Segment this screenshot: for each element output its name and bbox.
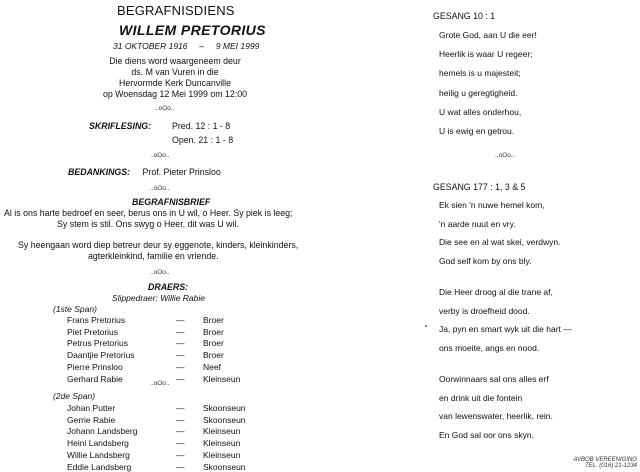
bearer-name: Heini Landsberg (67, 438, 129, 449)
begrafnisbrief-heading (132, 197, 210, 207)
separator: ..oOo.. (150, 152, 170, 159)
hymn-line: Die see en al wat skei, verdwyn. (439, 237, 561, 248)
life-dates: 31 OKTOBER 1916 – 9 MEI 1999 (113, 41, 260, 51)
bearer-dash: — (176, 373, 185, 384)
bearer-dash: — (176, 461, 185, 472)
hymn-line: En God sal oor ons skyn. (439, 429, 534, 440)
bedankings-text: Prof. Pieter Prinsloo (142, 167, 221, 177)
bearer-relation: Broer (203, 338, 224, 349)
bearer-name: Eddie Landsberg (67, 461, 132, 472)
bearer-name: Petrus Pretorius (67, 338, 128, 349)
service-line: Die diens word waargeneem deur (109, 56, 241, 66)
separator: ..oOo.. (155, 105, 175, 112)
begrafnisbrief-line: Al is ons harte bedroef en seer, berus ons in U wil, o Heer. Sy piek is leeg; (4, 208, 293, 218)
skriflesing-label (89, 121, 151, 131)
draers-label: DRAERS: (148, 282, 189, 292)
service-info (25, 56, 325, 100)
bearer-relation: Skoonseun (203, 461, 246, 472)
hymn-line: Heerlik is waar U regeer; (439, 49, 533, 60)
hymn-line: verby is droefheid dood. (439, 305, 530, 316)
bearer-dash: — (176, 350, 185, 361)
bearer-name: Pierre Prinsloo (67, 361, 123, 372)
separator: ..oOo.. (150, 380, 170, 387)
service-line: op Woensdag 12 Mei 1999 om 12:00 (102, 89, 248, 99)
skriflesing-item: Open. 21 : 1 - 8 (172, 135, 234, 145)
bearer-name: Frans Pretorius (67, 315, 126, 325)
family-line: agterkleinkind, familie en vriende. (88, 251, 219, 261)
bearer-name: Gerrie Rabie (67, 414, 116, 425)
hymn-line: ons moeite, angs en nood. (439, 342, 540, 353)
begrafnisbrief-line: Sy stem is stil. Ons swyg o Heer, dit was U wil. (57, 219, 239, 229)
gesang2-heading: GESANG 177 : 1, 3 & 5 (433, 182, 526, 192)
footer (573, 457, 637, 469)
separator: ..oOo.. (150, 269, 170, 276)
slippedraer: Slippedraer: Willie Rabie (112, 293, 205, 303)
bearer-relation: Broer (203, 326, 224, 337)
separator: ..oOo.. (495, 152, 515, 159)
bearer-dash: — (176, 414, 185, 425)
footer-line: AVBOB VEREENIGING (573, 457, 637, 463)
family-line: Sy heengaan word diep betreur deur sy eggenote, kinders, kleinkinders, (18, 240, 299, 250)
speck (425, 325, 427, 327)
bearer-name: Johan Putter (67, 403, 116, 413)
separator: ..oOo.. (150, 185, 170, 192)
deceased-name: WILLEM PRETORIUS (119, 22, 266, 38)
hymn-line: van lewenswater, heerlik, rein. (439, 411, 553, 422)
bearer-relation: Broer (203, 350, 224, 361)
bearer-dash: — (176, 338, 185, 349)
hymn-line: Ja, pyn en smart wyk uit die hart — (439, 324, 572, 335)
bearer-relation: Broer (203, 315, 224, 325)
gesang1-heading: GESANG 10 : 1 (433, 11, 496, 21)
hymn-line: U is ewig en getrou. (439, 126, 515, 136)
bearer-dash: — (176, 449, 185, 460)
bearer-relation: Neef (203, 361, 221, 372)
hymn-line: Grote God, aan U die eer! (439, 30, 537, 40)
bearer-name: Piet Pretorius (67, 326, 119, 337)
hymn-line: heilig u geregtigheid. (439, 87, 518, 98)
footer-line: TEL: (016) 21-1234 (584, 463, 637, 469)
bearer-name: Daantjie Pretorius (67, 350, 135, 361)
bedankings-heading: BEDANKINGS: (68, 167, 131, 177)
bearer-name: Johann Landsberg (67, 426, 138, 437)
bearer-name: Willie Landsberg (67, 449, 130, 460)
program-title: BEGRAFNISDIENS (117, 3, 235, 18)
bearer-dash: — (176, 438, 185, 449)
bedankings (68, 167, 221, 177)
hymn-line: 'n aarde nuut en vry. (439, 218, 516, 229)
skriflesing-heading: SKRIFLESING: (89, 121, 152, 131)
service-line: ds. M van Vuren in die (131, 67, 219, 77)
bearer-dash: — (176, 403, 185, 413)
bearer-dash: — (176, 361, 185, 372)
hymn-line: en drink uit die fontein (439, 392, 523, 403)
bearer-dash: — (176, 426, 185, 437)
begrafnisbrief-label: BEGRAFNISBRIEF (132, 197, 211, 207)
bearer-relation: Skoonseun (203, 403, 246, 413)
hymn-line: Ek sien 'n nuwe hemel kom, (439, 200, 545, 210)
bearer-relation: Kleinseun (203, 426, 241, 437)
draers-heading (148, 282, 188, 292)
span2-label: (2de Span) (53, 391, 96, 401)
bearer-relation: Skoonseun (203, 414, 246, 425)
span1-label: (1ste Span) (53, 304, 97, 314)
hymn-line: Die Heer droog al die trane af, (439, 287, 553, 297)
hymn-line: Oorwinnaars sal ons alles erf (439, 374, 549, 384)
bearer-relation: Kleinseun (203, 438, 241, 449)
hymn-line: hemels is u majesteit; (439, 68, 521, 79)
bearer-name: Gerhard Rabie (67, 373, 123, 384)
hymn-line: U wat alles onderhou, (439, 106, 522, 117)
bearer-dash: — (176, 326, 185, 337)
service-line: Hervormde Kerk Duncanville (119, 78, 231, 88)
bearer-relation: Kleinseun (203, 449, 241, 460)
bearer-relation: Kleinseun (203, 373, 241, 384)
bearer-dash: — (176, 315, 185, 325)
hymn-line: God self kom by ons bly. (439, 255, 532, 266)
skriflesing-item: Pred. 12 : 1 - 8 (172, 121, 231, 131)
